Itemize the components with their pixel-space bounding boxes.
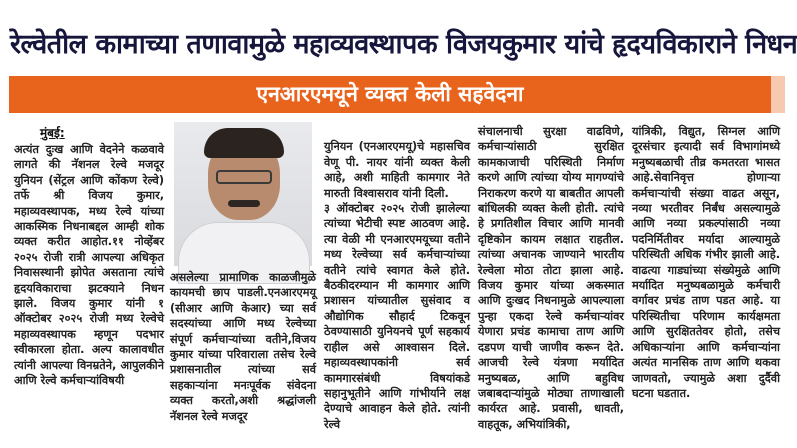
- article-column-3: [324, 124, 470, 431]
- subheadline-band: [9, 76, 771, 113]
- article-column-2: [170, 270, 316, 424]
- column-2-text: असलेल्या प्रामाणिक काळजीमुळे कायमची छाप पाडली.एनआरएमयू (सीआर आणि केआर) च्या सर्व सदस्यांच्या आणि मध्य रेल्वेच्या संपूर्ण कर्मचाऱ्यांच्या वतीने,विजय कुमार यांच्या परिवाराला तसेच रेल्वे प्रशासनातील त्यांच्या सर्व सहकाऱ्यांना मनःपूर्वक संवेदना व्यक्त करतो,अशी श्रद्धांजली नॅशनल रेल्वे मजदूर: [170, 271, 316, 423]
- photo-glasses: [216, 170, 272, 184]
- article-column-4: [478, 124, 624, 431]
- dateline: मुंबई:: [40, 126, 65, 140]
- column-3-text: युनियन (एनआरएमयू)चे महासचिव वेणू पी. नायर यांनी व्यक्त केली आहे, अशी माहिती कामगार नेते मारुती विश्वासराव यांनी दिली. ३ ऑक्टोबर २०२५ रोजी झालेल्या त्यांच्या भेटीची स्पष्ट आठवण आहे. त्या वेळी मी एनआरएमयूच्या वतीने मध्य रेल्वेच्या सर्व कर्मचाऱ्यांच्या वतीने त्यांचे स्वागत केले होते. बैठकीदरम्यान मी कामगार आणि प्रशासन यांच्यातील सुसंवाद व औद्योगिक सौहार्द टिकवून ठेवण्यासाठी युनियनचे पूर्ण सहकार्य राहील असे आश्वासन दिले. महाव्यवस्थापकांनी सर्व कामगारसंबंधी विषयांकडे सहानुभूतीने आणि गांभीर्याने लक्ष देण्याचे आवाहन केले होते. त्यांनी रेल्वे: [324, 140, 470, 431]
- article-column-5: [632, 124, 780, 424]
- article-column-1: [14, 142, 164, 424]
- subheadline: एनआरएमयूने व्यक्त केली सहवेदना: [256, 82, 524, 106]
- photo-moustache: [228, 200, 260, 207]
- portrait-photo: [174, 122, 312, 266]
- column-5-text: यांत्रिकी, विद्युत, सिग्नल आणि दूरसंचार इत्यादी सर्व विभागांमध्ये मनुष्यबळाची तीव्र कमतरता भासत आहे.सेवानिवृत्त होणाऱ्या कर्मचाऱ्यांची संख्या वाढत असून, नव्या भरतीवर निर्बंध असल्यामुळे आणि नव्या प्रकल्पांसाठी नव्या पदनिर्मितीवर मर्यादा आल्यामुळे परिस्थिती अधिक गंभीर झाली आहे. वाढत्या गाड्यांच्या संख्येमुळे आणि मर्यादित मनुष्यबळामुळे कर्मचारी वर्गावर प्रचंड ताण पडत आहे. या परिस्थितीचा परिणाम कार्यक्षमता आणि सुरक्षिततेवर होतो, तसेच अधिकाऱ्यांना आणि कर्मचाऱ्यांना अत्यंत मानसिक ताण आणि थकवा जाणवतो, ज्यामुळे अशा दुर्दैवी घटना घडतात.: [632, 125, 780, 400]
- column-1-text: अत्यंत दुःख आणि वेदनेने कळवावे लागते की नॅशनल रेल्वे मजदूर युनियन (सेंट्रल आणि कोंकण रेल्वे) तर्फे श्री विजय कुमार, महाव्यवस्थापक, मध्य रेल्वे यांच्या आकस्मिक निधनाबद्दल आम्ही शोक व्यक्त करीत आहोत.११ नोव्हेंबर २०२५ रोजी रात्री आपल्या अधिकृत निवासस्थानी झोपेत असताना त्यांचे हृदयविकाराचा झटक्याने निधन झाले. विजय कुमार यांनी १ ऑक्टोबर २०२५ रोजी मध्य रेल्वेचे महाव्यवस्थापक म्हणून पदभार स्वीकारला होता. अल्प कालावधीत त्यांनी आपल्या विनम्रतेने, आपुलकीने आणि रेल्वे कर्मचाऱ्यांविषयी: [14, 143, 164, 388]
- band-decoration: [771, 76, 785, 113]
- column-4-text: संचालनाची सुरक्षा वाढविणे, कर्मचाऱ्यांसाठी सुरक्षित कामकाजाची परिस्थिती निर्माण करणे आणि त्यांच्या योग्य मागण्यांचे निराकरण करणे या बाबतीत आपली बांधिलकी व्यक्त केली होती. त्यांचे हे प्रगतिशील विचार आणि मानवी दृष्टिकोन कायम लक्षात राहतील. त्यांच्या अचानक जाण्याने भारतीय रेल्वेला मोठा तोटा झाला आहे. विजय कुमार यांच्या अकस्मात आणि दुःखद निधनामुळे आपल्याला पुन्हा एकदा रेल्वे कर्मचाऱ्यांवर येणारा प्रचंड कामाचा ताण आणि दडपण याची जाणीव करून देते. आजची रेल्वे यंत्रणा मर्यादित मनुष्यबळ, आणि बहुविध जबाबदाऱ्यांमुळे मोठ्या ताणाखाली कार्यरत आहे. प्रवासी, धावती, वाहतूक, अभियांत्रिकी,: [478, 125, 624, 431]
- photo-hair: [204, 128, 284, 158]
- headline: रेल्वेतील कामाच्या तणावामुळे महाव्यवस्थापक विजयकुमार यांचे हृदयविकाराने निधन: [10, 29, 797, 60]
